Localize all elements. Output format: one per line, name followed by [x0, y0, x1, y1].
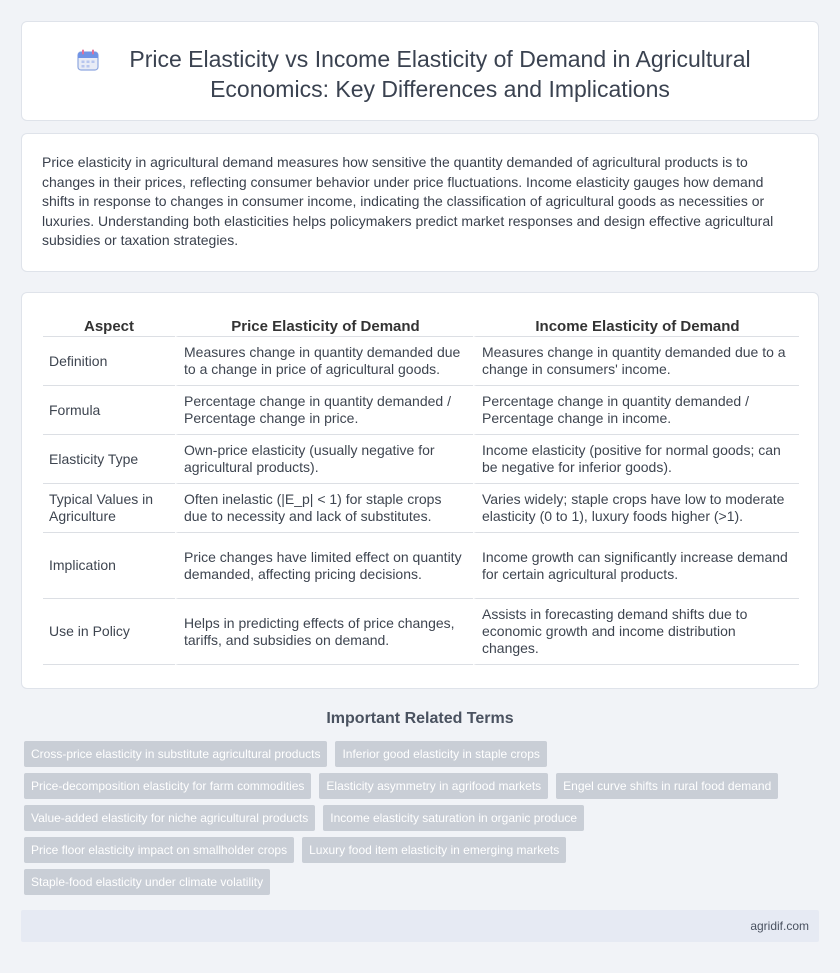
footer-bar	[21, 910, 819, 942]
table-row	[43, 435, 799, 484]
row-price-value: Helps in predicting effects of price changes, tariffs, and subsidies on demand.	[175, 599, 473, 665]
header-aspect: Aspect	[43, 316, 175, 337]
related-term-tag[interactable]: Income elasticity saturation in organic produce	[323, 805, 584, 831]
table-header-row	[43, 316, 799, 337]
intro-paragraph: Price elasticity in agricultural demand measures how sensitive the quantity demanded of agricultural products is to changes in their prices, reflecting consumer behavior under price fluctuations. Income elasticity gauges how demand shifts in response to changes in consumer income, indicating the classification of agricultural goods as necessities or luxuries. Understanding both elasticities helps policymakers predict market responses and design effective agricultural subsidies or taxation strategies.	[42, 154, 774, 248]
related-term-tag[interactable]: Luxury food item elasticity in emerging markets	[302, 837, 566, 863]
related-terms-list	[24, 741, 804, 895]
related-term-tag[interactable]: Price-decomposition elasticity for farm commodities	[24, 773, 311, 799]
row-aspect: Elasticity Type	[43, 435, 175, 484]
table-row	[43, 599, 799, 665]
row-aspect: Typical Values in Agriculture	[43, 484, 175, 533]
related-term-tag[interactable]: Value-added elasticity for niche agricultural products	[24, 805, 315, 831]
table-row	[43, 533, 799, 599]
title-wrap	[22, 44, 818, 104]
table-row	[43, 337, 799, 386]
related-term-tag[interactable]: Inferior good elasticity in staple crops	[335, 741, 546, 767]
table-row	[43, 484, 799, 533]
related-term-tag[interactable]: Engel curve shifts in rural food demand	[556, 773, 778, 799]
title-card	[21, 21, 819, 121]
comparison-table	[43, 316, 799, 665]
row-income-value: Measures change in quantity demanded due to a change in consumers' income.	[473, 337, 799, 386]
row-income-value: Assists in forecasting demand shifts due to economic growth and income distribution changes.	[473, 599, 799, 665]
row-aspect: Implication	[43, 533, 175, 599]
comparison-card	[21, 292, 819, 689]
related-term-tag[interactable]: Cross-price elasticity in substitute agricultural products	[24, 741, 327, 767]
row-income-value: Income growth can significantly increase demand for certain agricultural products.	[473, 533, 799, 599]
row-price-value: Percentage change in quantity demanded / Percentage change in price.	[175, 386, 473, 435]
row-aspect: Use in Policy	[43, 599, 175, 665]
row-income-value: Income elasticity (positive for normal goods; can be negative for inferior goods).	[473, 435, 799, 484]
header-income-elasticity: Income Elasticity of Demand	[473, 316, 799, 337]
row-aspect: Definition	[43, 337, 175, 386]
related-term-tag[interactable]: Staple-food elasticity under climate volatility	[24, 869, 270, 895]
row-price-value: Price changes have limited effect on quantity demanded, affecting pricing decisions.	[175, 533, 473, 599]
row-price-value: Measures change in quantity demanded due to a change in price of agricultural goods.	[175, 337, 473, 386]
header-price-elasticity: Price Elasticity of Demand	[175, 316, 473, 337]
related-term-tag[interactable]: Elasticity asymmetry in agrifood markets	[319, 773, 548, 799]
calendar-icon	[76, 48, 100, 72]
row-aspect: Formula	[43, 386, 175, 435]
page-title: Price Elasticity vs Income Elasticity of Demand in Agricultural Economics: Key Differences and Implications	[129, 46, 751, 102]
intro-card	[21, 133, 819, 272]
related-term-tag[interactable]: Price floor elasticity impact on smallholder crops	[24, 837, 294, 863]
row-income-value: Varies widely; staple crops have low to moderate elasticity (0 to 1), luxury foods higher (>1).	[473, 484, 799, 533]
table-row	[43, 386, 799, 435]
row-income-value: Percentage change in quantity demanded / Percentage change in income.	[473, 386, 799, 435]
footer-site-link[interactable]: agridif.com	[750, 919, 809, 933]
row-price-value: Own-price elasticity (usually negative for agricultural products).	[175, 435, 473, 484]
row-price-value: Often inelastic (|E_p| < 1) for staple crops due to necessity and lack of substitutes.	[175, 484, 473, 533]
related-terms-heading: Important Related Terms	[326, 710, 514, 727]
